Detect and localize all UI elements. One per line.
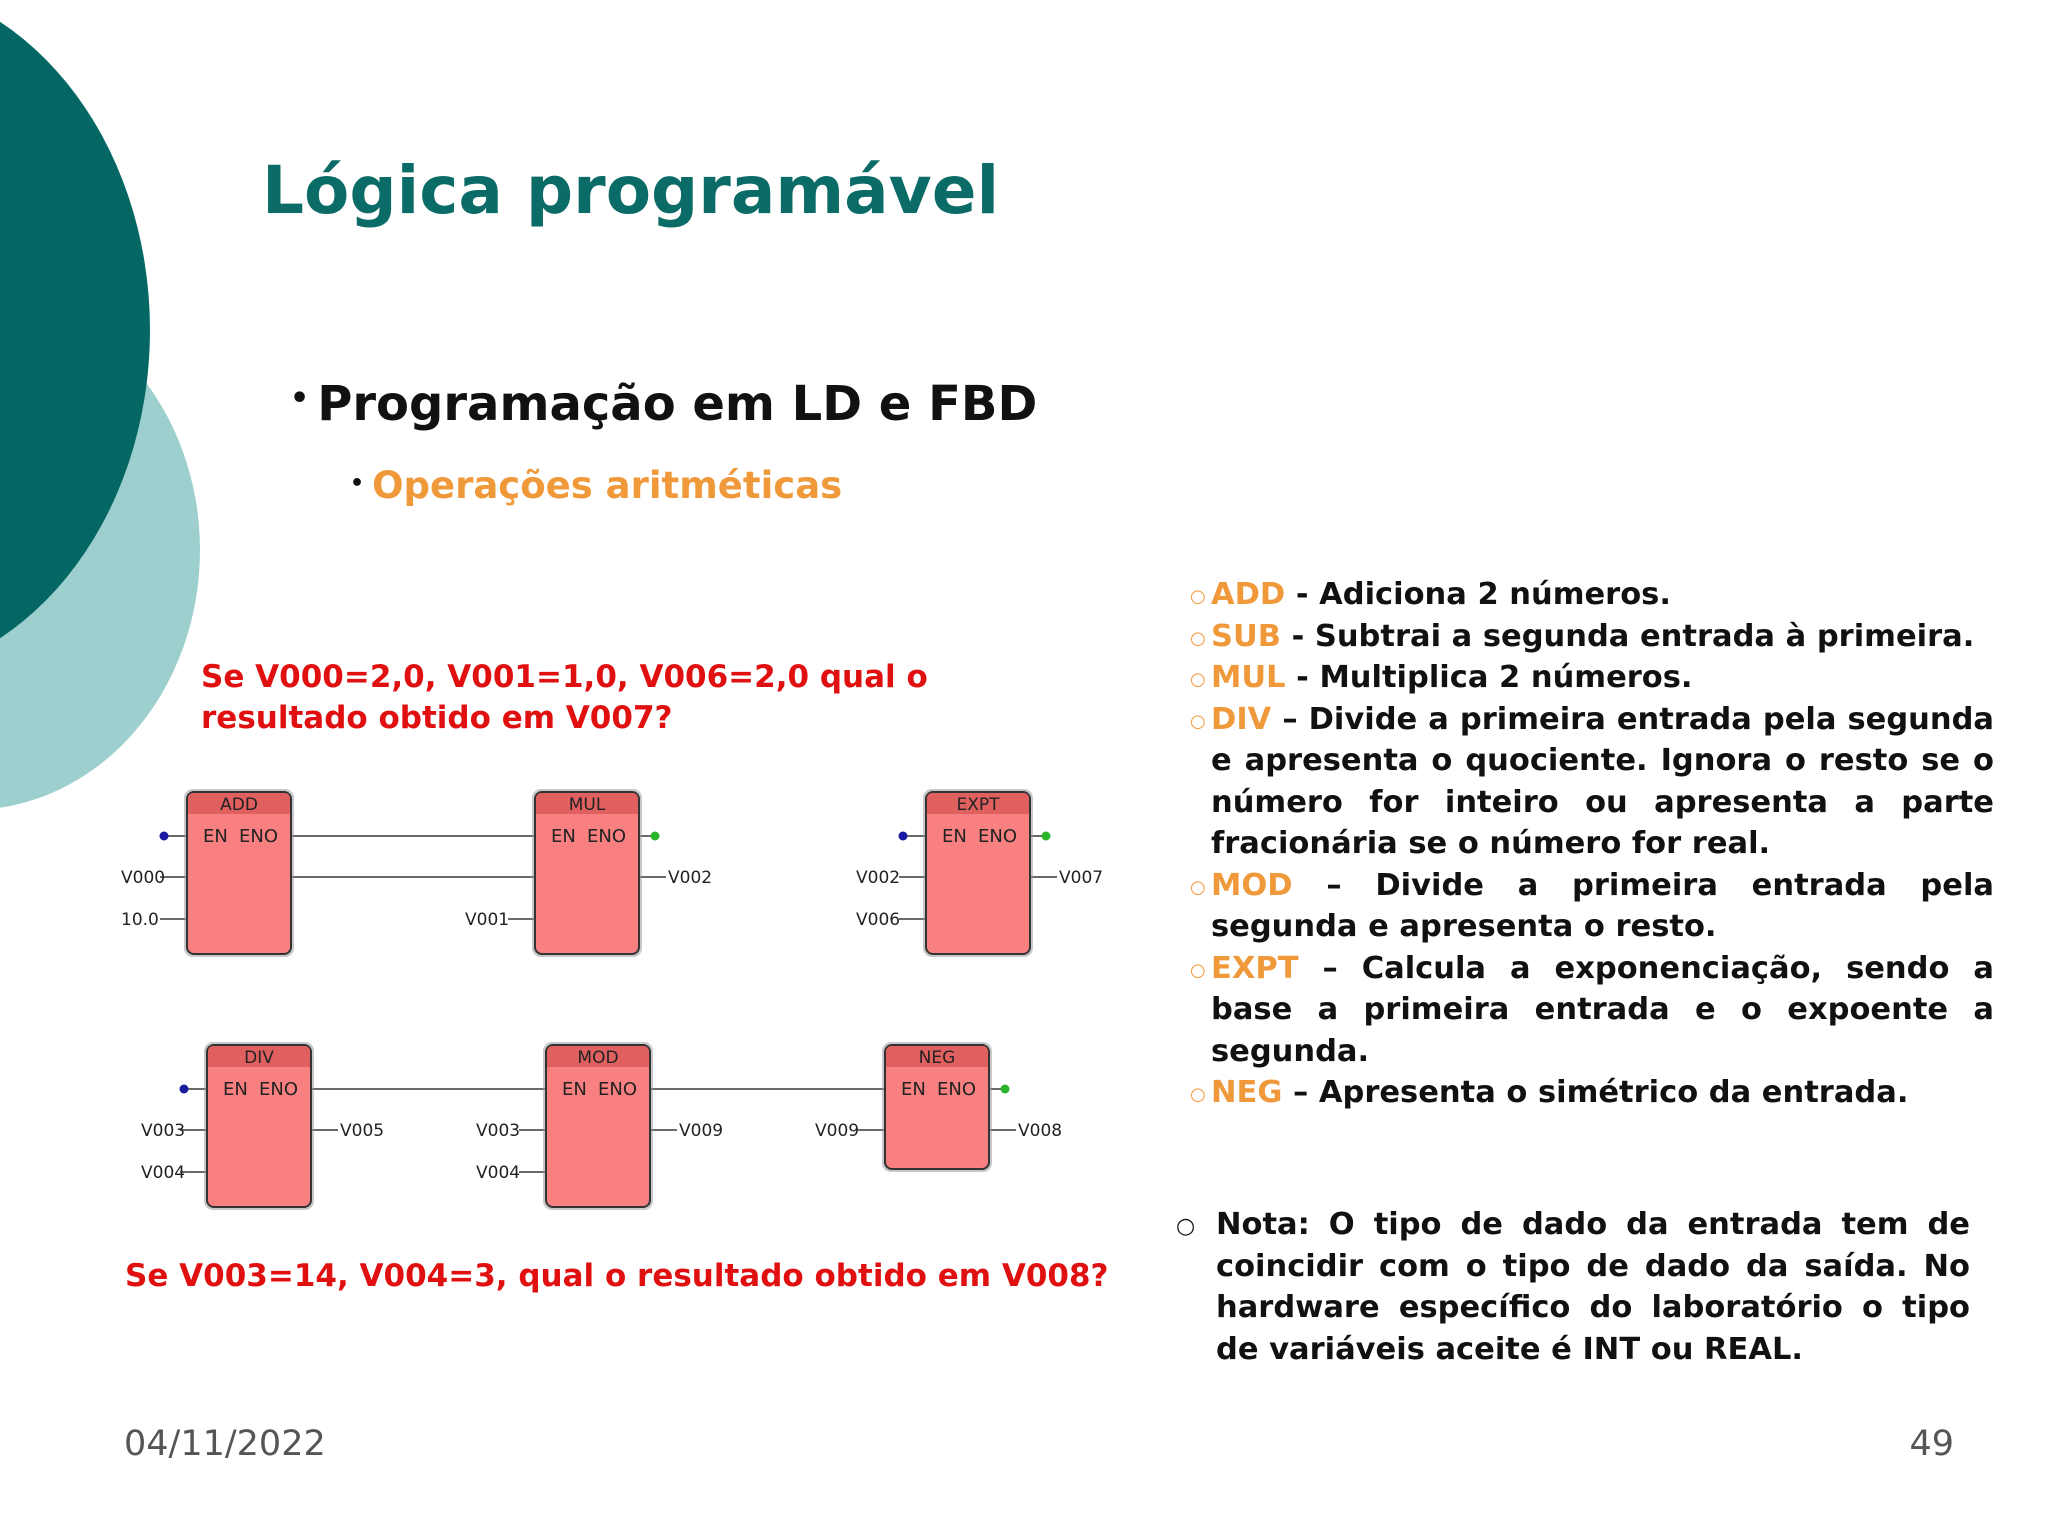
operation-name: MUL [1211, 660, 1286, 695]
eno-label: ENO [258, 1079, 298, 1100]
eno-label: ENO [586, 826, 626, 847]
input-label: V006 [856, 910, 901, 930]
function-blocks [121, 789, 1103, 1210]
en-dot-icon [160, 832, 169, 841]
output-label: V007 [1059, 868, 1104, 888]
operation-description: – Apresenta o simétrico da entrada. [1282, 1075, 1909, 1110]
bullet-main-text: Programação em LD e FBD [317, 376, 1038, 432]
operation-name: DIV [1211, 701, 1272, 737]
output-label: V002 [668, 868, 713, 888]
ring-bullet-icon: ○ [1176, 1214, 1196, 1239]
question-2: Se V003=14, V004=3, qual o resultado obtido em V008? [125, 1258, 1109, 1294]
ring-bullet-icon: ○ [1190, 586, 1206, 607]
fbd-block-expt [923, 789, 1033, 957]
eno-label: ENO [936, 1079, 976, 1100]
fbd-block-mod [543, 1042, 653, 1210]
page-number: 49 [1909, 1424, 1954, 1464]
operation-description: - Adiciona 2 números. [1285, 577, 1671, 612]
operation-description: – Divide a primeira entrada pela segunda e apresenta o quociente. Ignora o resto se o número for inteiro ou apresenta a parte fracionária se o número for real. [1211, 701, 1994, 861]
bullet-main [290, 376, 1037, 432]
operation-item-div [1182, 699, 1994, 865]
ring-bullet-icon: ○ [1190, 627, 1206, 649]
bullet-dot-icon: • [290, 381, 310, 416]
operation-description: - Multiplica 2 números. [1285, 660, 1693, 695]
operation-item-expt [1182, 948, 1994, 1073]
operation-name: MOD [1211, 867, 1293, 903]
input-label: V004 [476, 1163, 521, 1183]
operation-description: – Calcula a exponenciação, sendo a base a primeira entrada e o expoente a segunda. [1211, 950, 1994, 1069]
input-label: V001 [465, 910, 510, 930]
eno-dot-icon [1042, 832, 1051, 841]
ring-bullet-icon: ○ [1190, 669, 1206, 690]
en-label: EN [223, 1079, 248, 1100]
en-dot-icon [180, 1085, 189, 1094]
operation-name: ADD [1211, 577, 1286, 612]
block-name: NEG [918, 1048, 956, 1068]
fbd-block-neg [882, 1042, 992, 1172]
eno-dot-icon [651, 832, 660, 841]
ring-bullet-icon: ○ [1190, 710, 1206, 732]
bullet-sub-text: Operações aritméticas [372, 464, 843, 507]
fbd-block-mul [532, 789, 642, 957]
output-label: V005 [340, 1121, 385, 1141]
operation-item-neg [1182, 1072, 1994, 1114]
operation-name: NEG [1211, 1075, 1283, 1110]
ring-bullet-icon: ○ [1190, 876, 1206, 898]
operation-name: EXPT [1211, 950, 1299, 986]
slide-title: Lógica programável [262, 152, 1000, 229]
en-dot-icon [899, 832, 908, 841]
en-label: EN [203, 826, 228, 847]
eno-label: ENO [597, 1079, 637, 1100]
input-label: V009 [815, 1121, 860, 1141]
fbd-block-add [184, 789, 294, 957]
en-label: EN [562, 1079, 587, 1100]
block-name: MOD [577, 1048, 619, 1068]
output-label: V009 [679, 1121, 724, 1141]
input-label: V002 [856, 868, 901, 888]
question-1: Se V000=2,0, V001=1,0, V006=2,0 qual o resultado obtido em V007? [201, 659, 928, 736]
block-name: DIV [244, 1048, 274, 1068]
input-label: V003 [141, 1121, 186, 1141]
eno-label: ENO [238, 826, 278, 847]
input-label: V003 [476, 1121, 521, 1141]
input-label: V000 [121, 868, 166, 888]
operation-name: SUB [1211, 618, 1281, 654]
bullet-dot-icon: • [350, 471, 365, 496]
operation-description: - Subtrai a segunda entrada à primeira. [1280, 618, 1975, 654]
operation-item-sub [1182, 616, 1994, 658]
block-name: ADD [220, 795, 258, 815]
operation-item-mul [1182, 657, 1994, 699]
operation-description: – Divide a primeira entrada pela segunda e apresenta o resto. [1211, 867, 1994, 944]
en-label: EN [551, 826, 576, 847]
operations-list [1182, 574, 1994, 1114]
fbd-diagram [110, 780, 1120, 1230]
eno-label: ENO [977, 826, 1017, 847]
operation-item-add [1182, 574, 1994, 616]
en-label: EN [901, 1079, 926, 1100]
output-label: V008 [1018, 1121, 1063, 1141]
ring-bullet-icon: ○ [1190, 959, 1206, 981]
block-name: MUL [568, 795, 606, 815]
input-label: 10.0 [121, 910, 159, 930]
footer-date: 04/11/2022 [124, 1424, 326, 1464]
note-text: Nota: O tipo de dado da entrada tem de coincidir com o tipo de dado da saída. No hardware específico do laboratório o tipo de variáveis aceite é INT ou REAL. [1216, 1207, 1970, 1367]
block-name: EXPT [956, 795, 1000, 815]
input-label: V004 [141, 1163, 186, 1183]
operation-item-mod [1182, 865, 1994, 948]
en-label: EN [942, 826, 967, 847]
bullet-sub [350, 464, 842, 507]
note-item [1176, 1204, 1970, 1370]
fbd-block-div [204, 1042, 314, 1210]
eno-dot-icon [1001, 1085, 1010, 1094]
ring-bullet-icon: ○ [1190, 1084, 1206, 1105]
